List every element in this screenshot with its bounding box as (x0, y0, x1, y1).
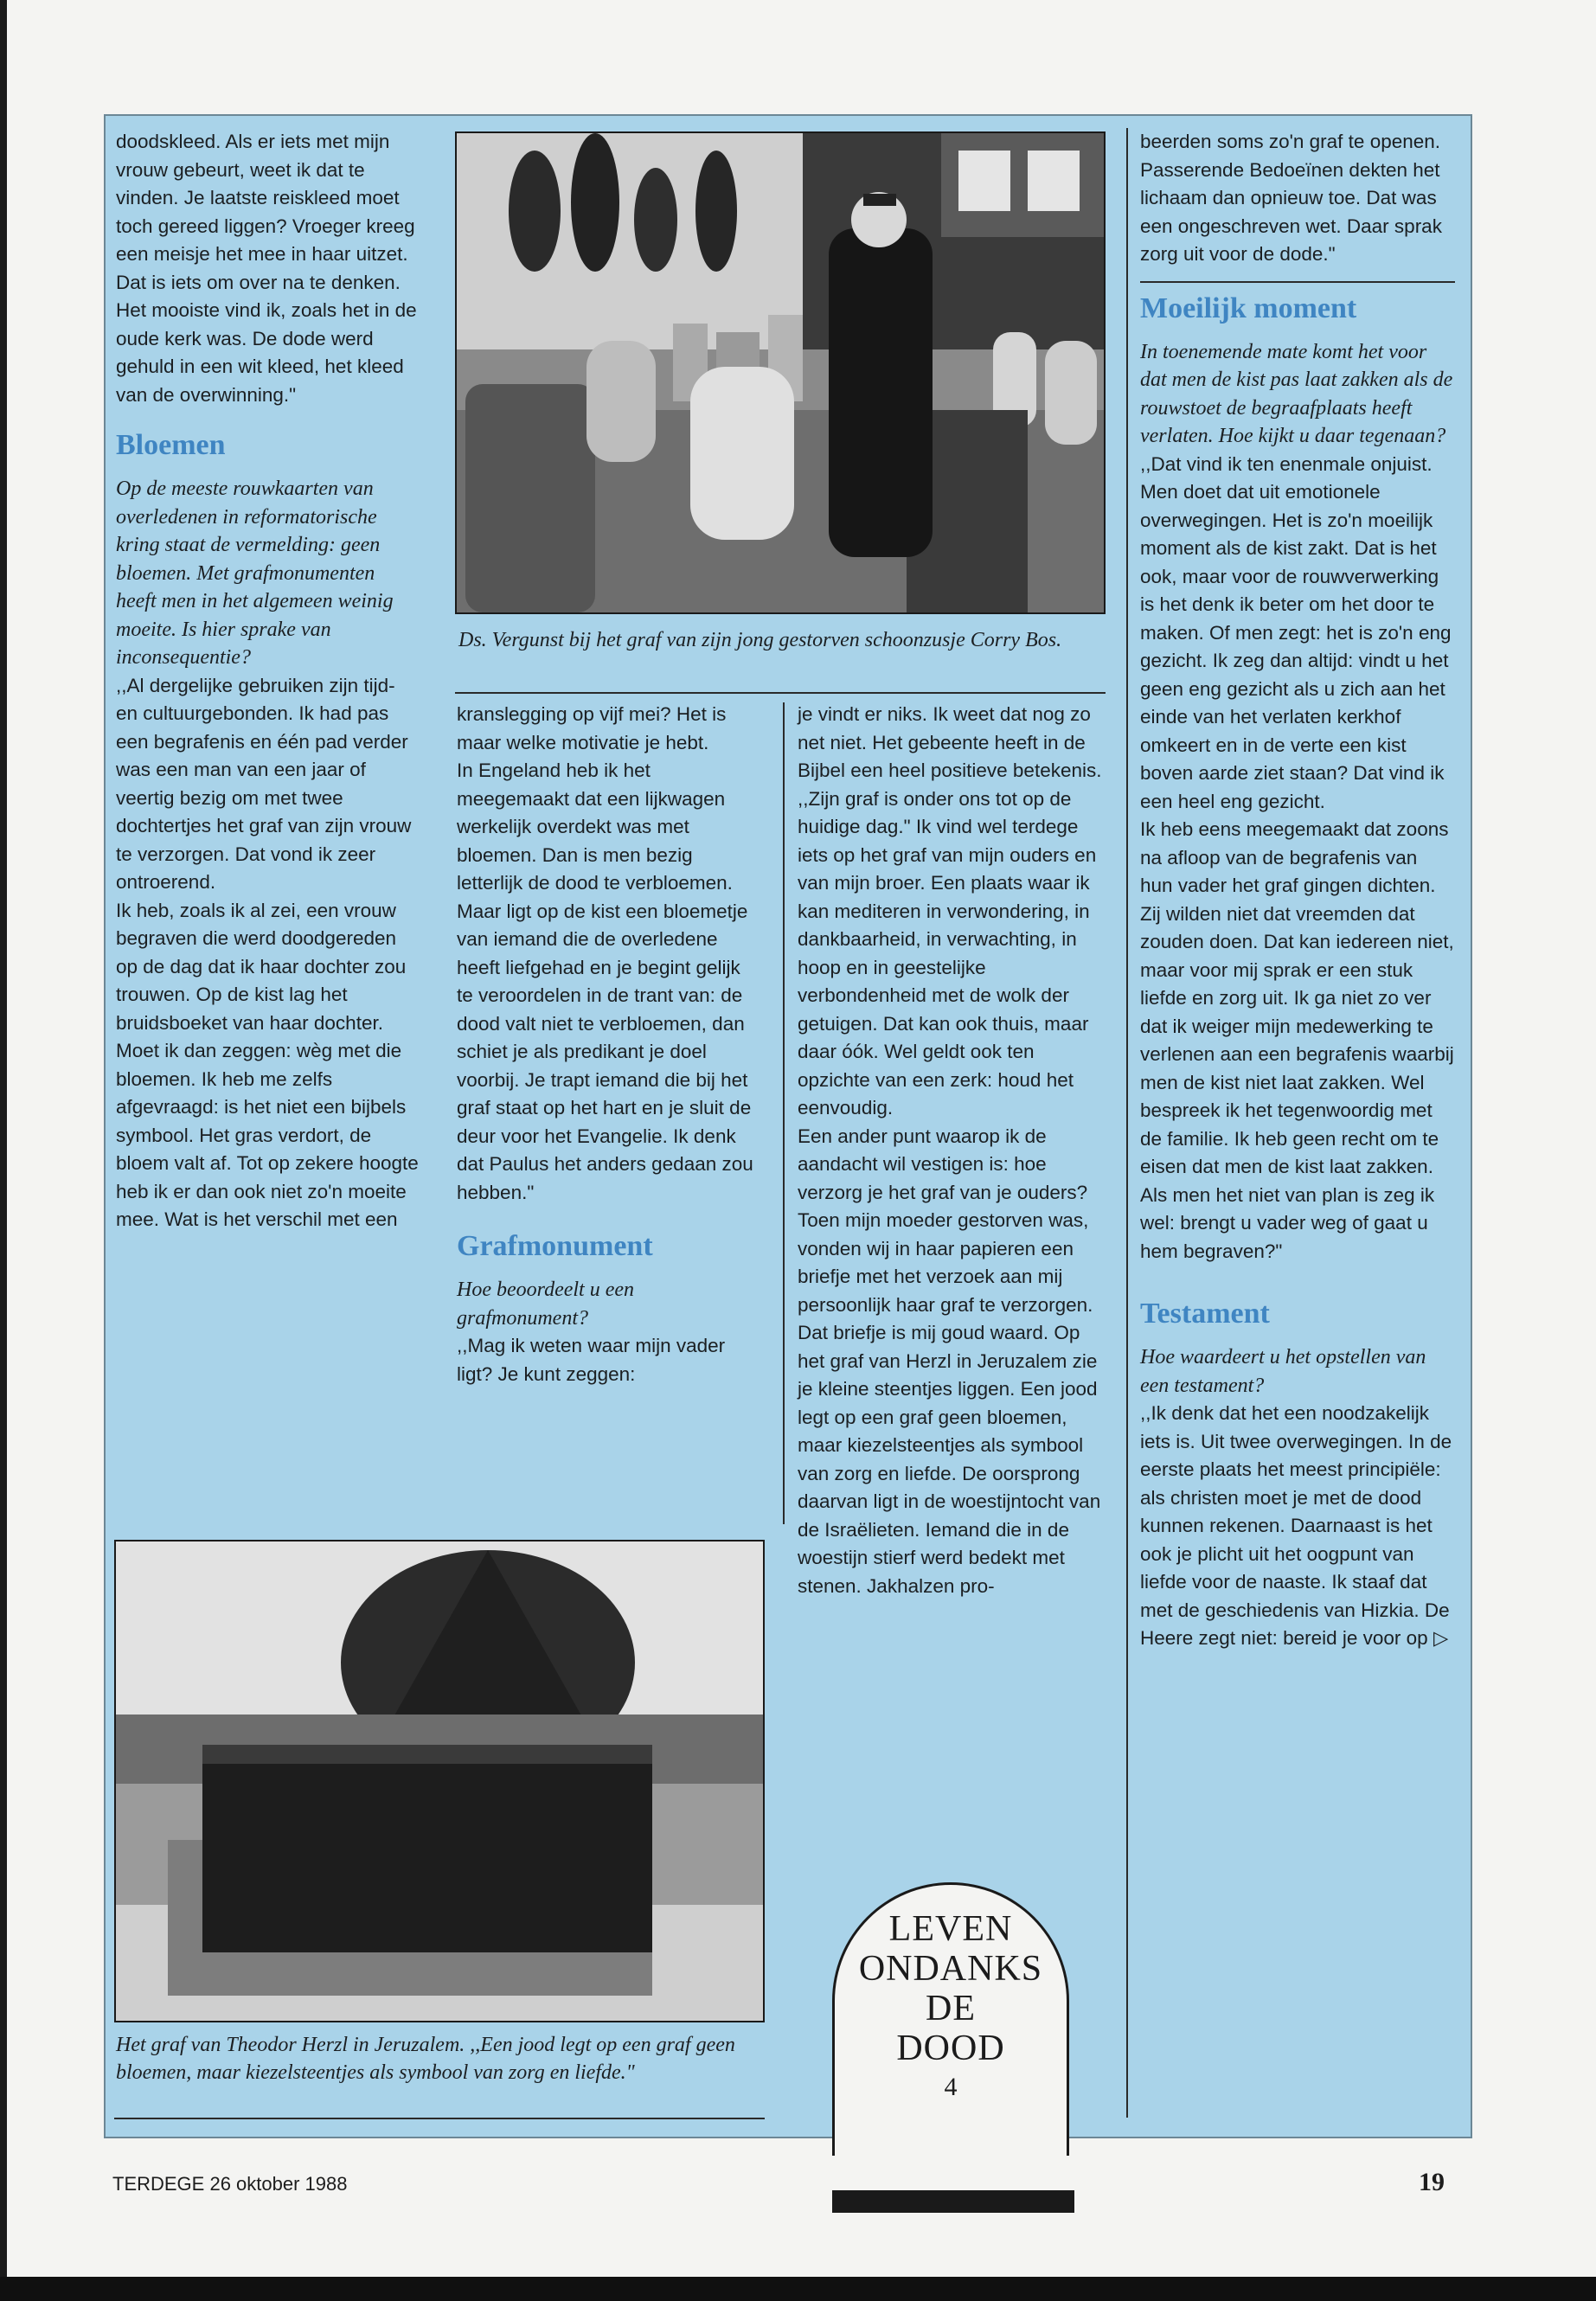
body-paragraph: je vindt er niks. Ik weet dat nog zo net niet. Het gebeente heeft in de Bijbel een heel positieve betekenis. ,,Zijn graf is onder ons tot op de huidige dag." Ik vind wel terdege iets op het graf van mijn ouders en van mijn broer. Een plaats waar ik kan mediteren in verwondering, in dankbaarheid, in verwachting, in hoop en in geestelijke verbondenheid met de wolk der getuigen. Dat kan ook thuis, maar daar óók. Wel geldt ook ten opzichte van een zerk: houd het eenvoudig. (798, 703, 1102, 1118)
left-edge-bar (0, 0, 7, 2301)
body-paragraph: beerden soms zo'n graf te openen. Passerende Bedoeïnen dekten het lichaam dan opnieuw toe. Dat was een ongeschreven wet. Daar sprak zorg uit voor de dode." (1140, 131, 1442, 265)
series-title-line: LEVEN (888, 1909, 1013, 1949)
column-divider (1126, 128, 1128, 2118)
column-2 (457, 701, 760, 1388)
body-paragraph: ,,Ik denk dat het een noodzakelijk iets is. Uit twee overwegingen. In de eerste plaats het meest principiële: als christen moet je met de dood kunnen rekenen. Daarnaast is het ook je plicht uit het oogpunt van liefde voor de naaste. Ik staaf dat met de geschiedenis van Hizkia. De Heere zegt niet: bereid je voor op ▷ (1140, 1402, 1452, 1649)
section-heading-grafmonument: Grafmonument (457, 1230, 653, 1262)
series-title-line: DOOD (896, 2029, 1005, 2068)
column-divider (783, 702, 785, 1524)
series-number: 4 (944, 2073, 958, 2101)
page-number: 19 (1419, 2168, 1445, 2196)
photo-herzl-grave (114, 1540, 765, 2022)
series-title-line: DE (926, 1989, 976, 2029)
bottom-edge-bar (0, 2277, 1596, 2301)
body-paragraph: doodskleed. Als er iets met mijn vrouw gebeurt, weet ik dat te vinden. Je laatste reiskleed moet toch gereed liggen? Vroeger kreeg een meisje het mee in haar uitzet. Dat is iets om over na te denken. Het mooiste vind ik, zoals het in de oude kerk was. De dode werd gehuld in een wit kleed, het kleed van de overwinning." (116, 131, 417, 406)
body-paragraph: Ik heb, zoals ik al zei, een vrouw begraven die werd doodgereden op de dag dat ik haar dochter zou trouwen. Op de kist lag het bruidsboeket van haar dochter. Moet ik dan zeggen: wèg met die bloemen. Ik heb me zelfs afgevraagd: is het niet een bijbels symbool. Het gras verdort, de bloem valt af. Tot op zekere hoogte heb ik er dan ook niet zo'n moeite mee. Wat is het verschil met een (116, 899, 419, 1230)
footer-publication: TERDEGE 26 oktober 1988 (112, 2173, 348, 2195)
body-paragraph: In Engeland heb ik het meegemaakt dat een lijkwagen werkelijk overdekt was met bloemen. Dan is men bezig letterlijk de dood te verbloemen. Maar ligt op de kist een bloemetje van iemand die de overledene heeft liefgehad en je begint gelijk te veroordelen in de trant van: de dood valt niet te verbloemen, dan schiet je als predikant je doel voorbij. Je trapt iemand die bij het graf staat op het hart en je sluit de deur voor het Evangelie. Ik denk dat Paulus het anders gedaan zou hebben." (457, 760, 753, 1203)
photo-cemetery-portrait (455, 131, 1106, 614)
cemetery-photo-illustration (457, 133, 1104, 612)
column-1 (116, 128, 419, 1234)
section-heading-bloemen: Bloemen (116, 429, 226, 461)
section-heading-moeilijk-moment: Moeilijk moment (1140, 292, 1357, 324)
interview-question: Hoe beoordeelt u een grafmonument? (457, 1279, 635, 1330)
body-paragraph: Een ander punt waarop ik de aandacht wil vestigen is: hoe verzorg je het graf van je ouders? Toen mijn moeder gestorven was, vonden wij in haar papieren een briefje met het verzoek aan mij persoonlijk haar graf te verzorgen. Dat briefje is mij goud waard. Op het graf van Herzl in Jeruzalem zie je kleine steentjes liggen. Een jood legt op een graf geen bloemen, maar kiezelsteentjes als symbool van zorg en liefde. De oorsprong daarvan ligt in de woestijntocht van de Israëlieten. Iemand die in de woestijn stierf werd bedekt met stenen. Jakhalzen pro- (798, 1125, 1101, 1597)
section-heading-testament: Testament (1140, 1298, 1270, 1330)
photo-caption-2: Het graf van Theodor Herzl in Jeruzalem. ,,Een jood legt op een graf geen bloemen, maar kiezelsteentjes als symbool van zorg en liefde." (116, 2034, 735, 2084)
body-paragraph: Ik heb eens meegemaakt dat zoons na afloop van de begrafenis van hun vader het graf gingen dichten. Zij wilden niet dat vreemden dat zouden doen. Dat kan iedereen niet, maar voor mij sprak er een stuk liefde en zorg uit. Ik ga niet zo ver dat ik weiger mijn medewerking te verlenen aan een begrafenis waarbij men de kist niet laat zakken. Wel bespreek ik het tegenwoordig met de familie. Ik heb geen recht om te eisen dat men de kist laat zakken. Als men het niet van plan is zeg ik wel: brengt u vader weg of gaat u hem begraven?" (1140, 818, 1454, 1262)
caption-rule-1 (455, 692, 1106, 694)
tombstone-base (832, 2190, 1074, 2213)
column-3 (798, 701, 1102, 1600)
grave-photo-illustration (116, 1541, 763, 2021)
series-title-line: ONDANKS (858, 1949, 1043, 1989)
body-paragraph: ,,Dat vind ik ten enenmale onjuist. Men doet dat uit emotionele overwegingen. Het is zo'n moeilijk moment als de kist zakt. Dat is het ook, maar voor de rouwverwerking is het denk ik beter om het door te maken. Of men zegt: het is zo'n eng gezicht. Ik zeg dan altijd: vindt u het geen eng gezicht als u zich aan het einde van het verlaten kerkhof omkeert en in de verte een kist boven aarde ziet staan? Dat vind ik een heel eng gezicht. (1140, 452, 1452, 812)
body-paragraph: ,,Al dergelijke gebruiken zijn tijd- en cultuurgebonden. Ik had pas een begrafenis en één pad verder was een man van een jaar of veertig bezig om met twee dochtertjes het graf van zijn vrouw te verzorgen. Dat vond ik zeer ontroerend. (116, 674, 412, 893)
photo-caption-1: Ds. Vergunst bij het graf van zijn jong gestorven schoonzusje Corry Bos. (458, 629, 1062, 651)
body-paragraph: ,,Mag ik weten waar mijn vader ligt? Je kunt zeggen: (457, 1335, 726, 1385)
interview-question: In toenemende mate komt het voor dat men de kist pas laat zakken als de rouwstoet de begraafplaats heeft verlaten. Hoe kijkt u daar tegenaan? (1140, 340, 1453, 447)
body-paragraph: kranslegging op vijf mei? Het is maar welke motivatie je hebt. (457, 703, 727, 753)
caption-rule-2 (114, 2118, 765, 2119)
series-tombstone-box (832, 1882, 1069, 2156)
section-rule (1140, 281, 1455, 283)
column-4 (1140, 128, 1455, 1653)
interview-question: Op de meeste rouwkaarten van overledenen in reformatorische kring staat de vermelding: geen bloemen. Met grafmonumenten heeft men in het algemeen weinig moeite. Is hier sprake van inconsequentie? (116, 478, 394, 669)
interview-question: Hoe waardeert u het opstellen van een testament? (1140, 1346, 1426, 1397)
